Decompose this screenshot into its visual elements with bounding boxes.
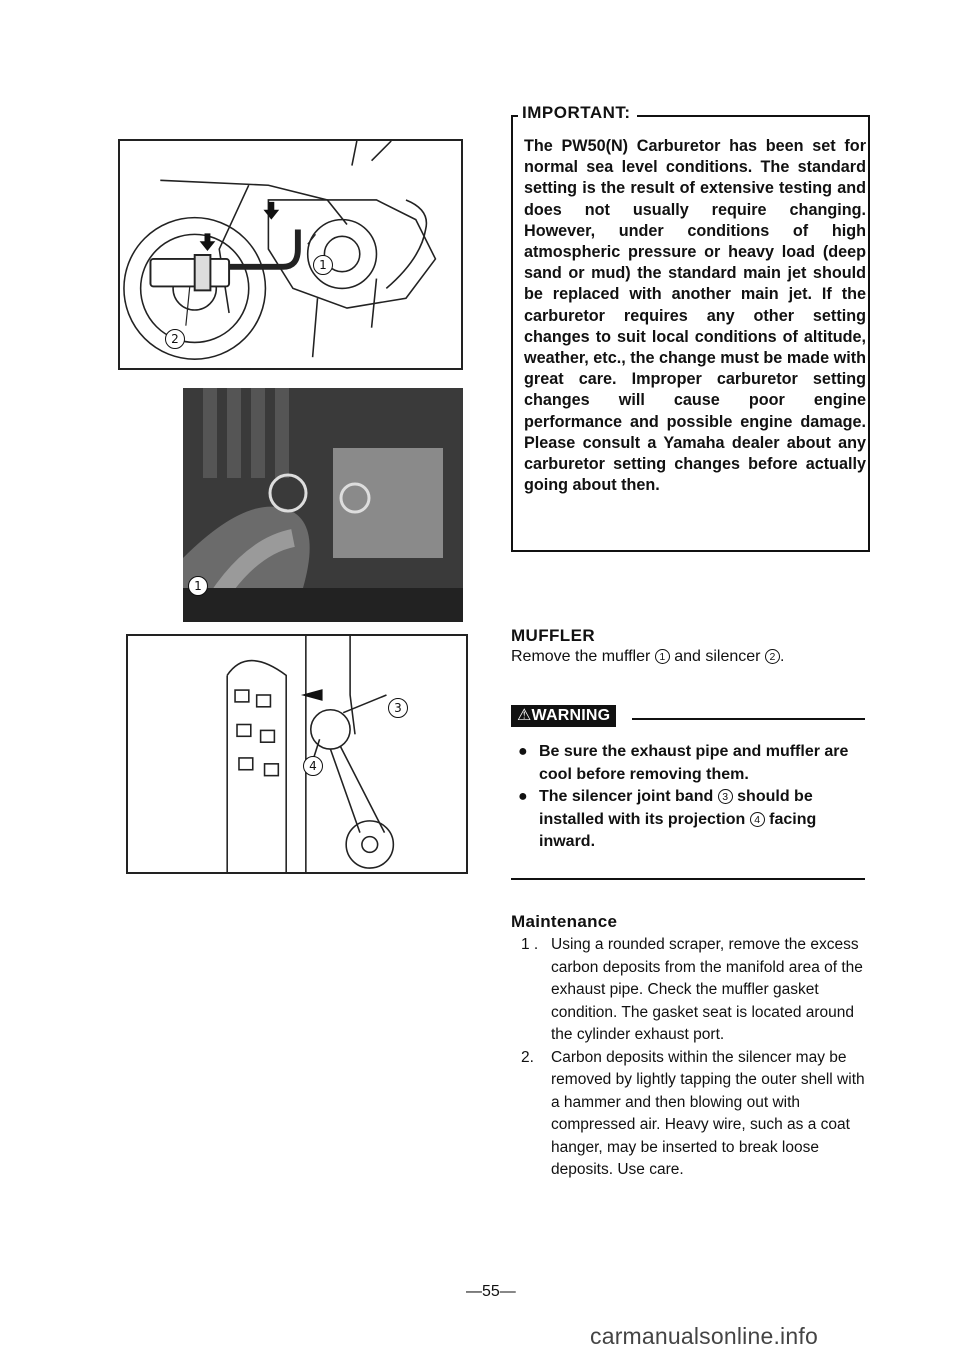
callout-1-inline: 1 <box>655 649 670 664</box>
instruction-prefix: Remove the muffler <box>511 648 651 665</box>
muffler-photo <box>183 388 463 622</box>
instruction-suffix: . <box>779 648 785 665</box>
important-label: IMPORTANT: <box>518 103 637 123</box>
callout-3: 3 <box>388 698 408 718</box>
muffler-heading: MUFFLER <box>511 626 596 645</box>
bullet-icon: ● <box>518 788 528 805</box>
warning-item-text-pre: The silencer joint band <box>539 788 714 805</box>
callout-4: 4 <box>303 756 323 776</box>
muffler-instruction <box>511 648 784 666</box>
callout-4-inline: 4 <box>750 812 765 827</box>
important-text: The PW50(N) Carburetor has been set for normal sea level conditions. The standard setting is the result of extensive testing and does not usually require changing. However, under conditions of high atmospheric pressure or heavy load (deep sand or mud) the standard main jet should be replaced with another main jet. If the carburetor requires any other setting changes to suit local conditions of altitude, weather, etc., the change must be made with great care. Improper carburetor setting changes will cause poor engine performance and possible engine damage. Please consult a Yamaha dealer about any carburetor setting changes before actually going about then. <box>524 137 866 495</box>
step-text: Using a rounded scraper, remove the excess carbon deposits from the manifold area of the exhaust pipe. Check the muffler gasket condition. The gasket seat is located around the cylinder exhaust port. <box>551 936 863 1043</box>
step-text: Carbon deposits within the silencer may be removed by lightly tapping the outer shell with a hammer and then blowing out with compressed air. Heavy wire, such as a coat hanger, may be inserted to break loose deposits. Use care. <box>551 1048 865 1178</box>
step-number: 2. <box>521 1048 534 1066</box>
callout-3-inline: 3 <box>718 789 733 804</box>
callout-1: 1 <box>313 255 333 275</box>
maintenance-heading: Maintenance <box>511 912 618 931</box>
silencer-drawing <box>128 636 466 872</box>
figure-muffler-photo <box>183 388 463 622</box>
warning-list <box>514 741 866 854</box>
figure-muffler-removal <box>118 139 463 370</box>
maintenance-step <box>515 1047 869 1182</box>
callout-2: 2 <box>165 329 185 349</box>
warning-item <box>514 741 866 786</box>
warning-rule-top <box>632 718 865 720</box>
watermark: carmanualsonline.info <box>590 1323 818 1349</box>
instruction-middle: and silencer <box>674 648 761 665</box>
warning-item <box>514 786 866 854</box>
maintenance-step <box>515 934 869 1047</box>
warning-item-text-mid: should be installed with its projection <box>539 788 813 828</box>
callout-1-photo: 1 <box>188 576 208 596</box>
figure-silencer-joint <box>126 634 468 874</box>
warning-badge: ⚠WARNING <box>511 705 616 727</box>
warning-item-text-post: facing inward. <box>539 810 817 850</box>
maintenance-steps <box>515 934 869 1182</box>
warning-item-text: Be sure the exhaust pipe and muffler are cool before removing them. <box>539 743 849 783</box>
step-number: 1 . <box>521 936 539 953</box>
page-number: —55— <box>466 1283 516 1300</box>
callout-2-inline: 2 <box>765 649 780 664</box>
warning-rule-bottom <box>511 878 865 880</box>
bullet-icon: ● <box>518 743 528 760</box>
